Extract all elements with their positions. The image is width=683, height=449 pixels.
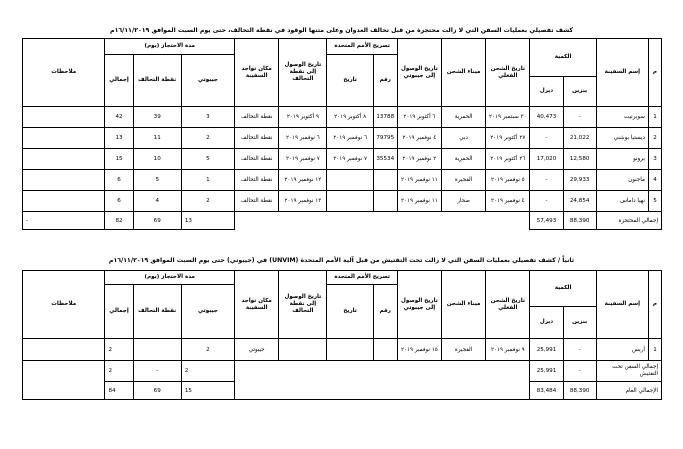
grand-total-petrol: 88,390 [563,382,596,400]
total-diesel: 57,493 [530,212,563,230]
cell-diesel: 40,473 [530,107,563,128]
cell-notes [23,128,105,149]
col-petrol: بنزين [563,77,596,107]
cell-location: نقطة التحالف [235,107,279,128]
total-inspection-row [23,361,662,382]
table-row [23,107,662,128]
col-un-permit: تصريح الأمم المتحدة [327,39,397,55]
col-diesel: ديزل [530,77,563,107]
col-coalition-arrival: تاريخ الوصول إلى نقطة التحالف [279,271,327,339]
cell-m: 5 [648,191,661,212]
col-det-total: إجمالي [105,285,133,339]
cell-notes [23,339,105,361]
cell-ship: سوبرنيت [596,107,648,128]
grand-total-diesel: 83,484 [530,382,563,400]
cell-det-co [133,339,181,361]
col-un-permit: تصريح الأمم المتحدة [327,271,397,285]
cell-ship: ديستيا بوشني [596,128,648,149]
col-det-djibouti: جيبوتي [181,55,234,107]
cell-location: جيبوتي [235,339,279,361]
cell-det-total: 15 [105,149,133,170]
cell-port: الحمرية [442,149,486,170]
col-djibouti-arrival: تاريخ الوصول إلى جيبوتي [397,39,441,107]
cell-m: 1 [648,107,661,128]
col-quantity: الكمية [530,39,596,77]
col-load-port: ميناء الشحن [442,271,486,339]
cell-permit-date [327,170,373,191]
cell-petrol: - [563,107,596,128]
detained-ships-table [22,38,662,230]
col-djibouti-arrival: تاريخ الوصول إلى جيبوتي [397,271,441,339]
col-permit-date: تاريخ [327,55,373,107]
cell-ship: نهيا داماس [596,191,648,212]
col-notes: ملاحظات [23,39,105,107]
col-load-date: تاريخ الشحن الفعلي [486,39,530,107]
inspection-ships-table [22,270,662,400]
cell-det-dj: 5 [181,149,234,170]
cell-co-arrival: ١٣ نوفمبر ٢٠١٩ [279,191,327,212]
total-inspection-total: 2 [105,361,133,382]
cell-ship: برونو [596,149,648,170]
cell-det-co: 10 [133,149,181,170]
cell-diesel: - [530,170,563,191]
total-det-dj: 13 [181,212,234,230]
cell-dj-arrival: ١١ نوفمبر ٢٠١٩ [397,170,441,191]
cell-ship: ماجنون [596,170,648,191]
col-quantity: الكمية [530,271,596,307]
cell-det-total: 13 [105,128,133,149]
cell-diesel: - [530,128,563,149]
table-row [23,339,662,361]
col-ship: إسم السفينة [596,271,648,339]
cell-location: نقطة التحالف [235,128,279,149]
cell-co-arrival: ٧ نوفمبر ٢٠١٩ [279,149,327,170]
col-det-total: إجمالي [105,55,133,107]
col-det-coalition: نقطة التحالف [133,55,181,107]
cell-petrol: 12,580 [563,149,596,170]
cell-co-arrival: ١٢ نوفمبر ٢٠١٩ [279,170,327,191]
cell-det-co: 39 [133,107,181,128]
grand-total-co: 69 [133,382,181,400]
col-load-port: ميناء الشحن [442,39,486,107]
total-petrol: 88,390 [563,212,596,230]
col-detention: مدة الاحتجاز (يوم) [105,39,235,55]
cell-det-dj: 3 [181,107,234,128]
cell-dj-arrival: ٤ نوفمبر ٢٠١٩ [397,128,441,149]
cell-port: الفجيرة [442,170,486,191]
table-row [23,191,662,212]
cell-location: نقطة التحالف [235,191,279,212]
cell-permit-date: ٦ نوفمبر ٢٠١٩ [327,128,373,149]
cell-permit-no: 13788 [373,107,397,128]
cell-dj-arrival: ١٥ نوفمبر ٢٠١٩ [397,339,441,361]
total-det-co: 69 [133,212,181,230]
cell-diesel: 17,020 [530,149,563,170]
grand-total-dj: 15 [181,382,234,400]
cell-notes [23,191,105,212]
col-permit-date: تاريخ [327,285,373,339]
cell-permit-date: ٨ أكتوبر ٢٠١٩ [327,107,373,128]
total-row [23,212,662,230]
cell-petrol: 29,933 [563,170,596,191]
cell-dj-arrival: ١١ نوفمبر ٢٠١٩ [397,191,441,212]
cell-load-date: ٢٧ أكتوبر ٢٠١٩ [486,128,530,149]
cell-det-total: 6 [105,191,133,212]
cell-port: الفجيرة [442,339,486,361]
cell-petrol: - [563,339,596,361]
cell-port: دبي [442,128,486,149]
cell-co-arrival [279,339,327,361]
col-ship: إسم السفينة [596,39,648,107]
cell-port: صحار [442,191,486,212]
cell-det-total: 2 [105,339,133,361]
col-ship-location: مكان تواجد السفينة [235,271,279,339]
cell-diesel: - [530,191,563,212]
col-det-djibouti: جيبوتي [181,285,234,339]
cell-co-arrival: ٩ أكتوبر ٢٠١٩ [279,107,327,128]
cell-permit-no [373,191,397,212]
total-inspection-petrol: - [563,361,596,382]
cell-permit-no: 79795 [373,128,397,149]
cell-det-dj: 1 [181,170,234,191]
cell-det-total: 6 [105,170,133,191]
cell-petrol: 21,022 [563,128,596,149]
table-row [23,149,662,170]
col-m: م [648,39,661,107]
total-inspection-label: إجمالي السفن تحت التفتيش [596,361,661,382]
col-det-coalition: نقطة التحالف [133,285,181,339]
cell-permit-date [327,339,373,361]
cell-load-date: ٢٦ أكتوبر ٢٠١٩ [486,149,530,170]
cell-permit-no: 35534 [373,149,397,170]
cell-diesel: 25,991 [530,339,563,361]
cell-co-arrival: ٦ نوفمبر ٢٠١٩ [279,128,327,149]
cell-m: 1 [648,339,661,361]
cell-permit-no [373,339,397,361]
cell-m: 4 [648,170,661,191]
cell-det-dj: 2 [181,339,234,361]
total-det-total: 82 [105,212,133,230]
table-row [23,170,662,191]
col-permit-no: رقم [373,55,397,107]
total-label: إجمالي المحتجزة [596,212,661,230]
cell-det-co: 4 [133,191,181,212]
cell-port: الحمرية [442,107,486,128]
cell-load-date: ٤ نوفمبر ٢٠١٩ [486,191,530,212]
cell-det-co: 11 [133,128,181,149]
cell-det-total: 42 [105,107,133,128]
table1-title: كشف تفصيلي بعمليات السفن التي لا زالت محتجزة من قبل تحالف العدوان وعلى متنها الوقود في نقطة التحالف، حتى يوم السبت الموافق ١٦/١١/٢٠١٩م [110,27,573,34]
col-coalition-arrival: تاريخ الوصول إلى نقطة التحالف [279,39,327,107]
col-ship-location: مكان تواجد السفينة [235,39,279,107]
col-petrol: بنزين [563,307,596,339]
table-row [23,128,662,149]
cell-det-dj: 2 [181,191,234,212]
cell-location: نقطة التحالف [235,149,279,170]
col-detention: مدة الاحتجاز (يوم) [105,271,235,285]
cell-dj-arrival: ٢ نوفمبر ٢٠١٩ [397,149,441,170]
cell-dj-arrival: ٦ أكتوبر ٢٠١٩ [397,107,441,128]
col-diesel: ديزل [530,307,563,339]
table2-title: ثانياً / كشف تفصيلي بعمليات السفن التي لا زالت تحت التفتيش من قبل آلية الأمم المتحدة (UNVIM) في (جيبوتي) حتى يوم السبت الموافق ١٦/١١/٢٠١٩م [108,257,575,264]
cell-permit-date [327,191,373,212]
cell-location: نقطة التحالف [235,170,279,191]
cell-notes [23,149,105,170]
total-notes: - [23,212,105,230]
grand-total-label: الإجمالي العام [596,382,661,400]
cell-notes [23,170,105,191]
cell-notes [23,107,105,128]
cell-ship: أريس [596,339,648,361]
col-m: م [648,271,661,339]
cell-m: 2 [648,128,661,149]
col-permit-no: رقم [373,285,397,339]
cell-permit-date: ٧ نوفمبر ٢٠١٩ [327,149,373,170]
grand-total-total: 84 [105,382,133,400]
cell-m: 3 [648,149,661,170]
cell-det-co: 5 [133,170,181,191]
cell-permit-no [373,170,397,191]
cell-load-date: ٥ نوفمبر ٢٠١٩ [486,170,530,191]
total-inspection-dj: 2 [181,361,234,382]
col-notes: ملاحظات [23,271,105,339]
total-inspection-diesel: 25,991 [530,361,563,382]
col-load-date: تاريخ الشحن الفعلي [486,271,530,339]
cell-det-dj: 2 [181,128,234,149]
cell-load-date: ٩ نوفمبر ٢٠١٩ [486,339,530,361]
grand-total-row [23,382,662,400]
cell-load-date: ٣٠ سبتمبر ٢٠١٩ [486,107,530,128]
total-inspection-co: - [133,361,181,382]
cell-petrol: 24,854 [563,191,596,212]
